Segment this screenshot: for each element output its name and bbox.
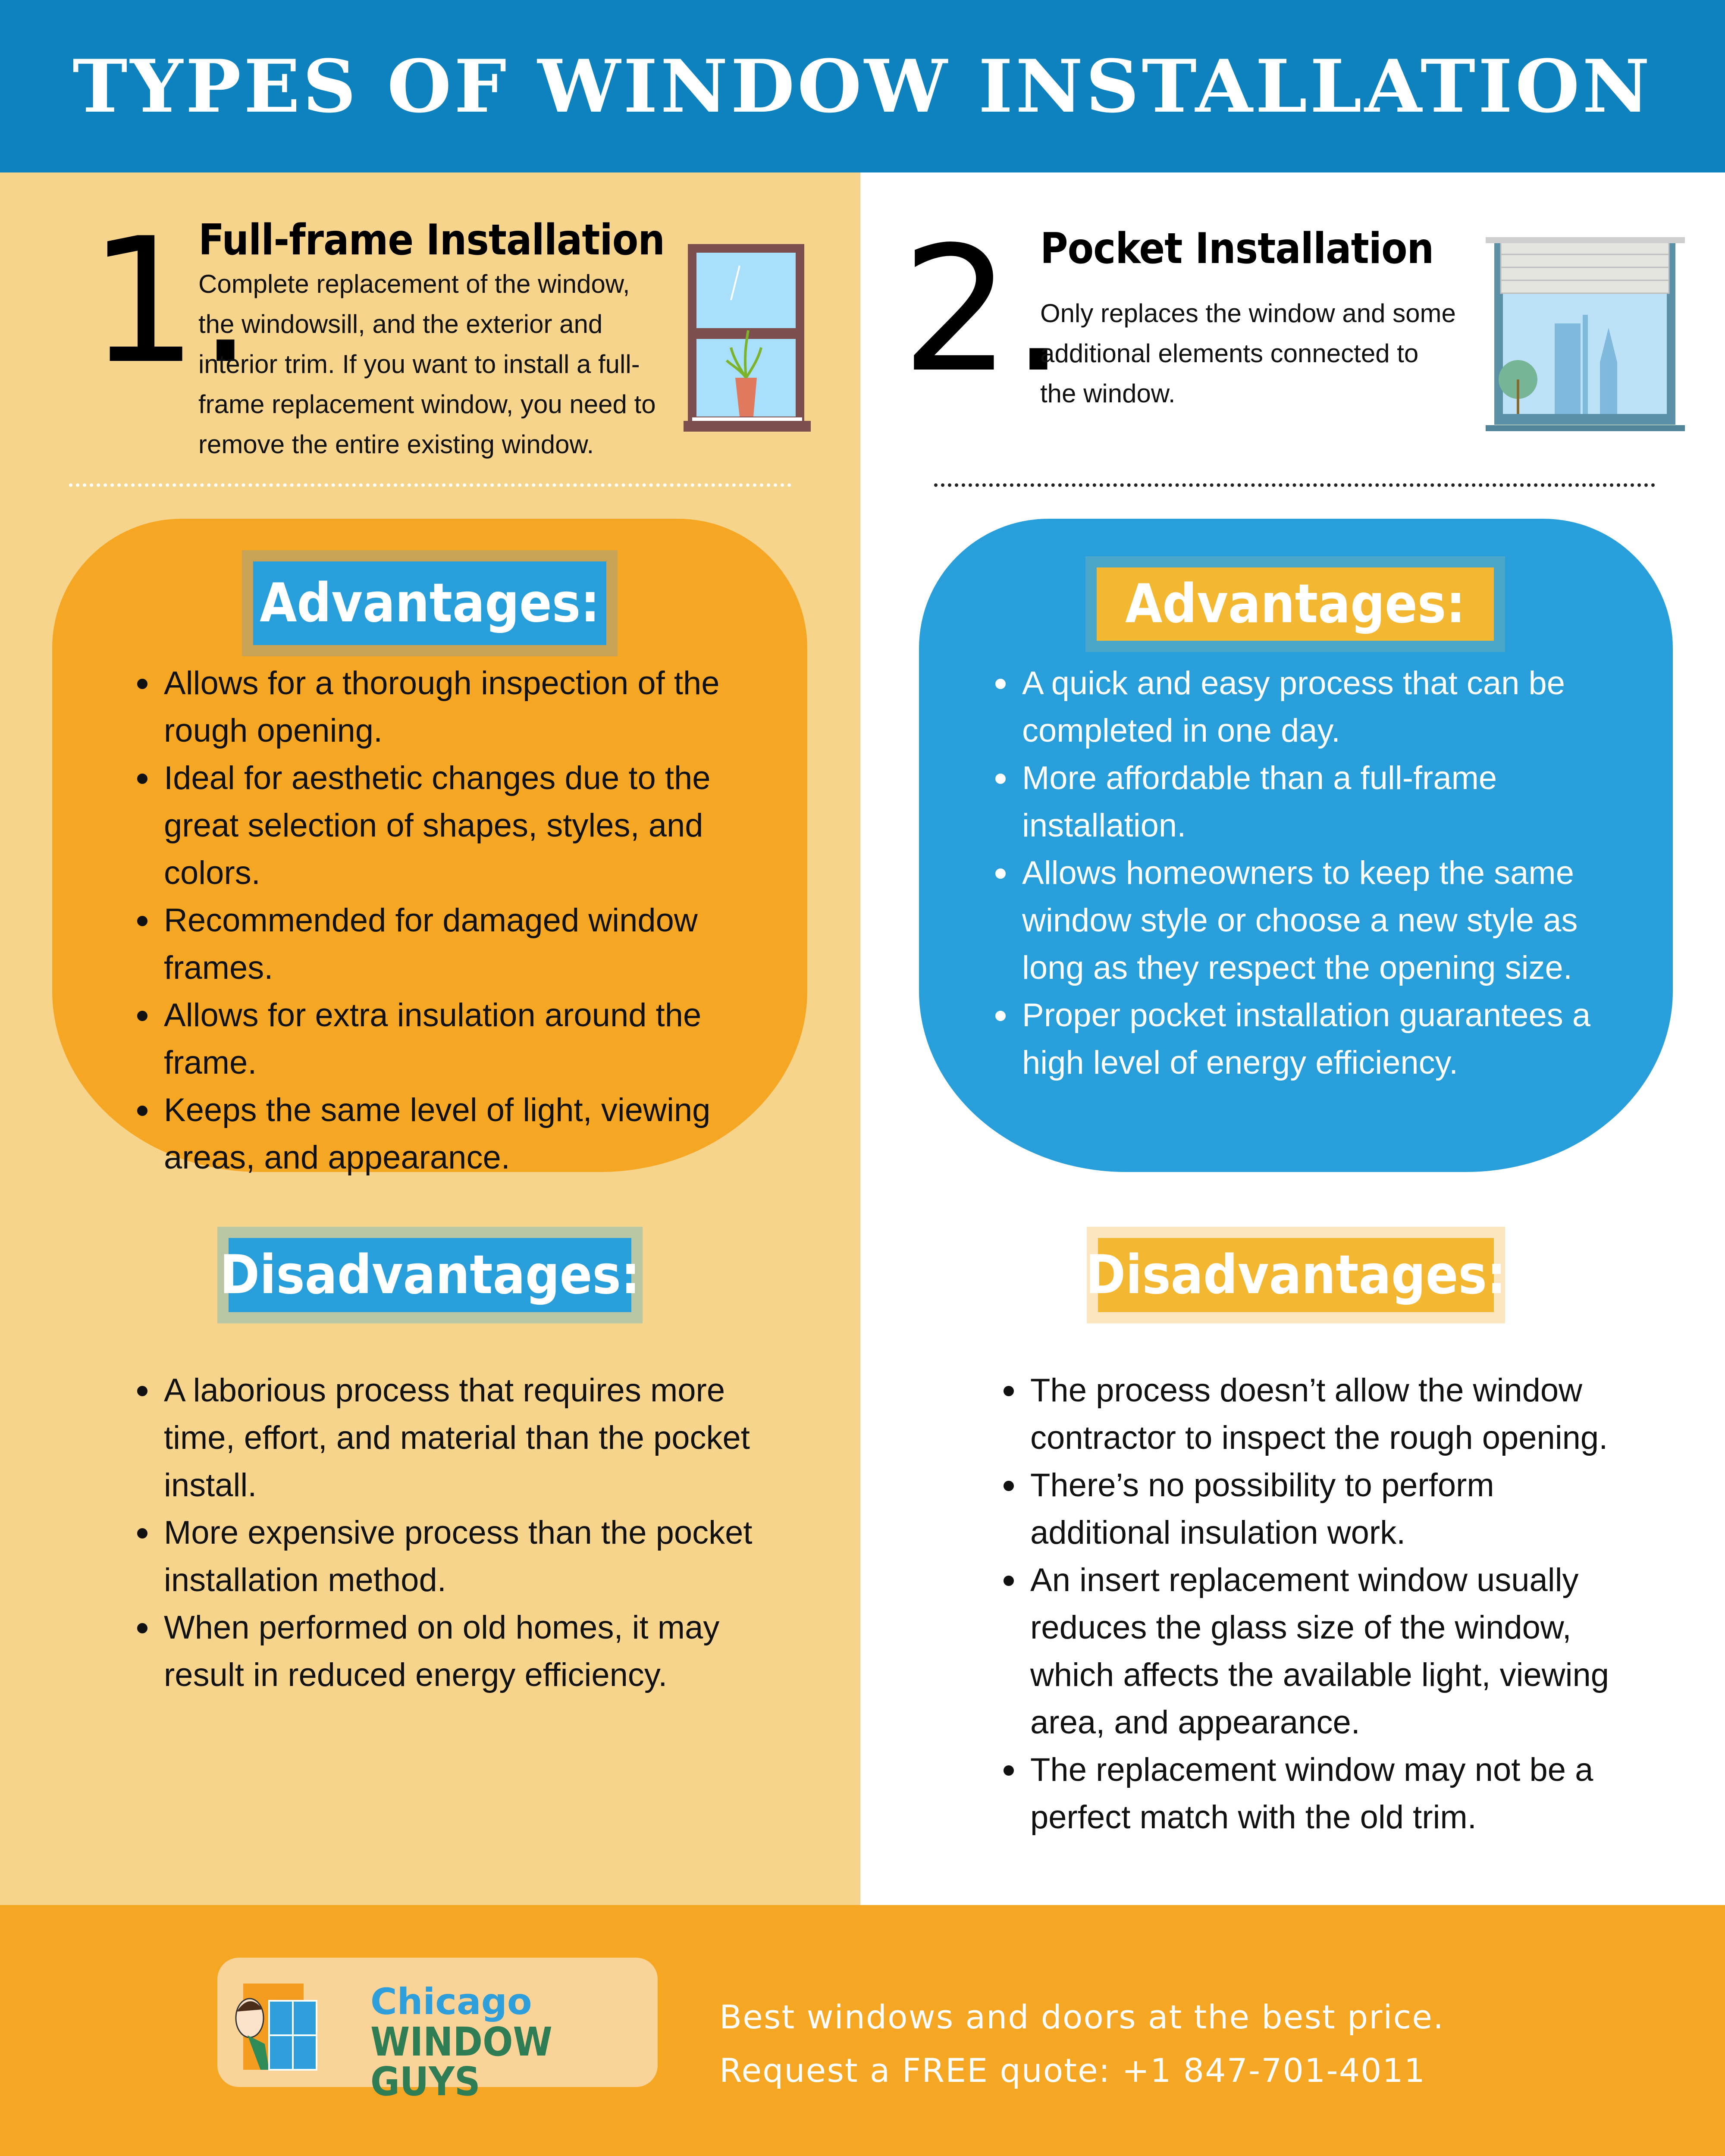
logo-text-chicago: Chicago [370,1981,532,2023]
logo-text-window-guys: WINDOW GUYS [370,2019,552,2105]
window-blinds-illustration [1486,237,1685,439]
list-item: A laborious process that requires more time, effort, and material than the pocket install. [137,1367,775,1509]
footer-quote-phone[interactable]: Request a FREE quote: +1 847-701-4011 [719,2051,1426,2090]
full-frame-disadvantages-list [137,1367,775,1699]
list-item: Ideal for aesthetic changes due to the great selection of shapes, styles, and colors. [137,755,775,897]
desc-line: Complete replacement of the window, [198,270,630,298]
list-item: There’s no possibility to perform additional insulation work. [1004,1462,1637,1557]
desc-line: the windowsill, and the exterior and [198,310,603,338]
list-item: Keeps the same level of light, viewing areas, and appearance. [137,1087,775,1181]
desc-line: additional elements connected to [1040,339,1419,368]
disadvantages-label [217,1227,643,1323]
list-item: More affordable than a full-frame installation. [995,755,1634,849]
window-plant-illustration [684,244,813,434]
pocket-disadvantages-list [1004,1367,1637,1841]
label-text: Disadvantages: [220,1244,640,1306]
logo[interactable] [217,1958,658,2105]
desc-line: interior trim. If you want to install a full- [198,350,640,379]
section-number-2: 2. [901,210,1066,411]
label-text: Disadvantages: [1085,1244,1506,1306]
list-item: Allows for a thorough inspection of the rough opening. [137,660,775,755]
list-item: The replacement window may not be a perfect match with the old trim. [1004,1746,1637,1841]
pocket-description [1040,293,1456,414]
advantages-label [1085,556,1505,652]
logo-mascot-icon [226,1971,338,2078]
disadvantages-label [1087,1227,1505,1323]
header [0,0,1725,172]
pocket-advantages-list [995,660,1634,1087]
list-item: Proper pocket installation guarantees a high level of energy efficiency. [995,992,1634,1087]
list-item: Recommended for damaged window frames. [137,897,775,992]
list-item: The process doesn’t allow the window contractor to inspect the rough opening. [1004,1367,1637,1462]
divider [934,483,1655,487]
section-number-1: 1. [88,201,253,402]
section-title-pocket: Pocket Installation [1040,224,1434,273]
section-title-full-frame: Full-frame Installation [198,216,665,265]
list-item: A quick and easy process that can be completed in one day. [995,660,1634,755]
list-item: When performed on old homes, it may result in reduced energy efficiency. [137,1604,775,1699]
footer-tagline: Best windows and doors at the best price. [719,1998,1445,2036]
list-item: Allows homeowners to keep the same window style or choose a new style as long as they respect the opening size. [995,849,1634,992]
desc-line: the window. [1040,379,1176,408]
list-item: Allows for extra insulation around the frame. [137,992,775,1087]
list-item: More expensive process than the pocket installation method. [137,1509,775,1604]
desc-line: remove the entire existing window. [198,430,594,459]
full-frame-advantages-list [137,660,775,1181]
list-item: An insert replacement window usually reduces the glass size of the window, which affects the available light, viewing area, and appearance. [1004,1557,1637,1746]
divider [69,483,791,487]
desc-line: Only replaces the window and some [1040,299,1456,328]
full-frame-description [198,264,656,464]
label-text: Advantages: [260,572,600,634]
page-title: TYPES OF WINDOW INSTALLATION [72,44,1653,129]
label-text: Advantages: [1125,573,1465,635]
desc-line: frame replacement window, you need to [198,390,656,419]
advantages-label [242,550,618,656]
